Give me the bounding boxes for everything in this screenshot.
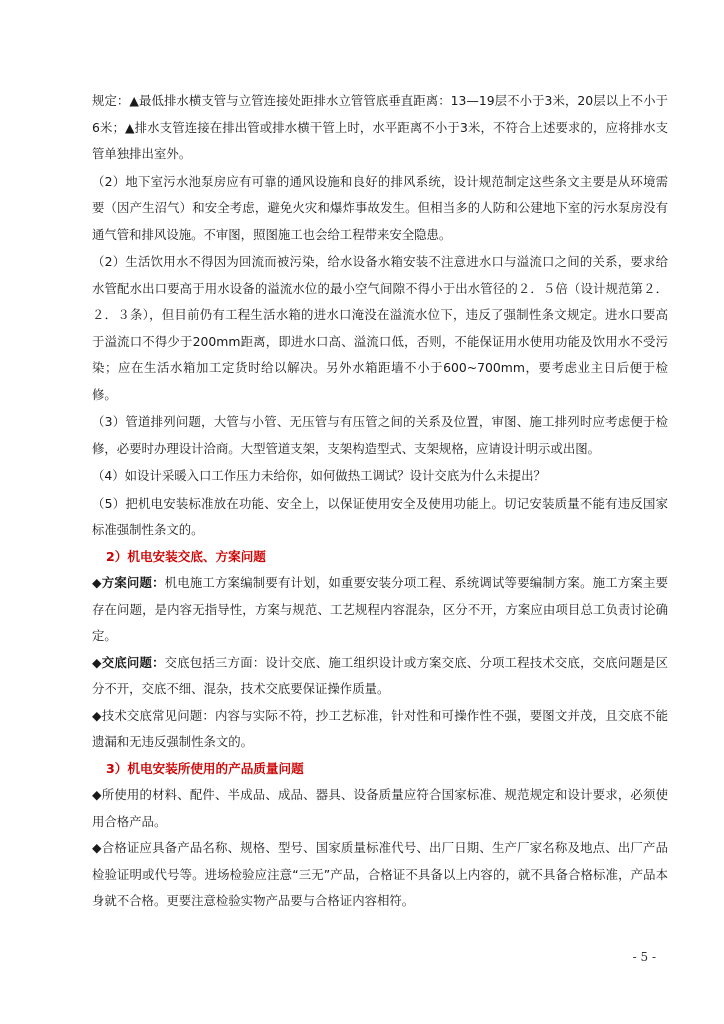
lead-label-plan: ◆方案问题：	[92, 575, 165, 590]
disclosure-problem-text: 交底包括三方面：设计交底、施工组织设计或方案交底、分项工程技术交底，交底问题是区分不开，交底不细、混杂，技术交底要保证操作质量。	[92, 654, 669, 696]
paragraph-materials: ◆所使用的材料、配件、半成品、成品、器具、设备质量应符合国家标准、规范规定和设计要求，必须使用合格产品。	[92, 787, 668, 829]
paragraph-technical-disclosure: ◆技术交底常见问题：内容与实际不符，抄工艺标准，针对性和可操作性不强，要图文并茂，且交底不能遗漏和无违反强制性条文的。	[92, 707, 668, 749]
document-body	[92, 88, 668, 915]
section-heading-disclosure: 2）机电安装交底、方案问题	[106, 548, 266, 564]
paragraph-basement-pump-room: （2）地下室污水池泵房应有可靠的通风设施和良好的排风系统，设计规范制定这些条文主要是从环境需要（因产生沼气）和安全考虑，避免火灾和爆炸事故发生。但相当多的人防和公建地下室的污水泵房没有通气管和排风设施。不审图，照图施工也会给工程带来安全隐患。	[92, 173, 668, 242]
paragraph-pipe-arrangement: （3）管道排列问题，大管与小管、无压管与有压管之间的关系及位置，审图、施工排列时应考虑便于检修，必要时办理设计洽商。大型管道支架，支架构造型式、支架规格，应请设计明示或出图。	[92, 414, 668, 456]
paragraph-plan-problem	[92, 570, 668, 650]
section-heading-product-quality: 3）机电安装所使用的产品质量问题	[106, 760, 304, 776]
paragraph-drinking-water: （2）生活饮用水不得因为回流而被污染，给水设备水箱安装不注意进水口与溢流口之间的关系，要求给水管配水出口要高于用水设备的溢流水位的最小空气间隙不得小于出水管径的２．５倍（设计规范第２．２．３条），但目前仍有工程生活水箱的进水口淹没在溢流水位下，违反了强制性条文规定。进水口要高于溢流口不得少于200mm距离，即进水口高、溢流口低，否则，不能保证用水使用功能及饮用水不受污染；应在生活水箱加工定货时给以解决。另外水箱距墙不小于600~700mm，要考虑业主日后便于检修。	[92, 254, 668, 402]
lead-label-disclosure: ◆交底问题：	[92, 654, 165, 670]
paragraph-disclosure-problem	[92, 650, 668, 703]
plan-problem-text: 机电施工方案编制要有计划，如重要安装分项工程、系统调试等要编制方案。施工方案主要存在问题，是内容无指导性，方案与规范、工艺规程内容混杂，区分不开，方案应由项目总工负责讨论确定。	[92, 575, 669, 643]
paragraph-heating-inlet: （4）如设计采暖入口工作压力未给你，如何做热工调试？设计交底为什么未提出？	[92, 468, 546, 483]
paragraph-certificate: ◆合格证应具备产品名称、规格、型号、国家质量标准代号、出厂日期、生产厂家名称及地点、出厂产品检验证明或代号等。进场检验应注意“三无”产品，合格证不具备以上内容的，就不具备合格标准，产品本身就不合格。更要注意检验实物产品要与合格证内容相符。	[92, 840, 668, 908]
paragraph-drainage-rules: 规定：▲最低排水横支管与立管连接处距排水立管管底垂直距离：13—19层不小于3米，20层以上不小于6米；▲排水支管连接在排出管或排水横干管上时，水平距离不小于3米，不符合上述要求的，应将排水支管单独排出室外。	[92, 93, 668, 161]
page-number: - 5 -	[632, 950, 656, 964]
paragraph-installation-standard: （5）把机电安装标准放在功能、安全上，以保证使用安全及使用功能上。切记安装质量不能有违反国家标准强制性条文的。	[92, 495, 668, 537]
